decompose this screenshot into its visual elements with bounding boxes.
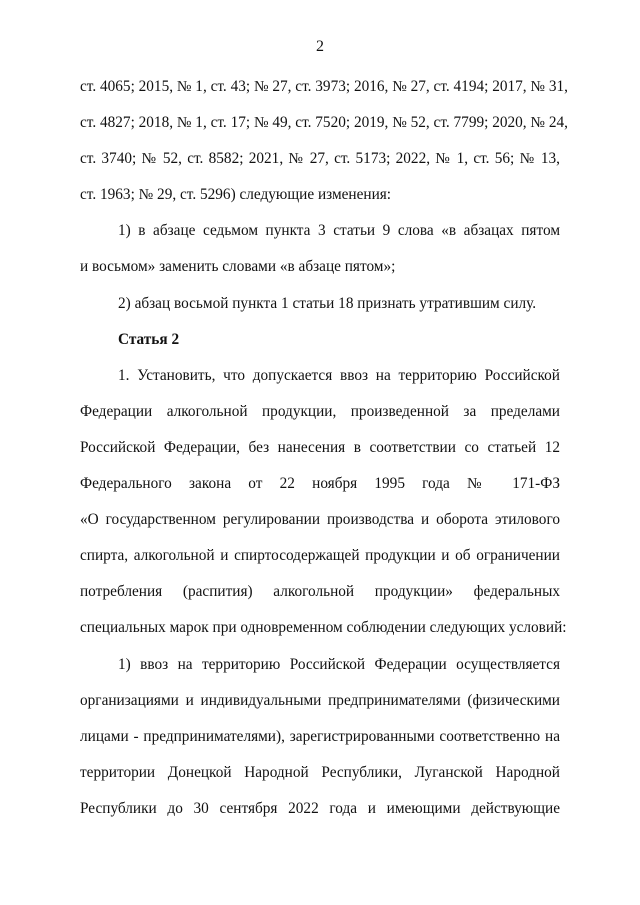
text-line: организациями и индивидуальными предпринимателями (физическими (80, 691, 560, 709)
text-line: «О государственном регулировании производства и оборота этилового (80, 511, 560, 529)
text-line: лицами - предпринимателями), зарегистрированными соответственно на (80, 727, 560, 745)
document-body (80, 75, 568, 833)
text-line: Федерального закона от 22 ноября 1995 года № 171-ФЗ (80, 475, 560, 493)
text-line: территории Донецкой Народной Республики, Луганской Народной (80, 763, 560, 781)
text-line: Республики до 30 сентября 2022 года и имеющими действующие (80, 799, 560, 817)
text-line: специальных марок при одновременном соблюдении следующих условий: (80, 619, 567, 637)
text-line: потребления (распития) алкогольной продукции» федеральных (80, 583, 560, 601)
text-line: ст. 4827; 2018, № 1, ст. 17; № 49, ст. 7520; 2019, № 52, ст. 7799; 2020, № 24, (80, 114, 568, 132)
text-line: 1. Установить, что допускается ввоз на территорию Российской (118, 366, 560, 384)
text-line: Федерации алкогольной продукции, произведенной за пределами (80, 402, 560, 420)
text-line: Российской Федерации, без нанесения в соответствии со статьей 12 (80, 438, 560, 456)
text-line: 2) абзац восьмой пункта 1 статьи 18 признать утратившим силу. (118, 294, 537, 312)
text-line: ст. 1963; № 29, ст. 5296) следующие изменения: (80, 186, 392, 204)
text-line: спирта, алкогольной и спиртосодержащей продукции и об ограничении (80, 547, 560, 565)
text-line: 1) в абзаце седьмом пункта 3 статьи 9 слова «в абзацах пятом (118, 222, 560, 240)
article-heading: Статья 2 (118, 330, 180, 348)
text-line: 1) ввоз на территорию Российской Федерации осуществляется (118, 655, 560, 673)
text-line: ст. 4065; 2015, № 1, ст. 43; № 27, ст. 3973; 2016, № 27, ст. 4194; 2017, № 31, (80, 78, 568, 95)
text-line: ст. 3740; № 52, ст. 8582; 2021, № 27, ст. 5173; 2022, № 1, ст. 56; № 13, (80, 150, 560, 168)
page-number: 2 (316, 38, 324, 55)
text-line: и восьмом» заменить словами «в абзаце пятом»; (80, 258, 396, 276)
